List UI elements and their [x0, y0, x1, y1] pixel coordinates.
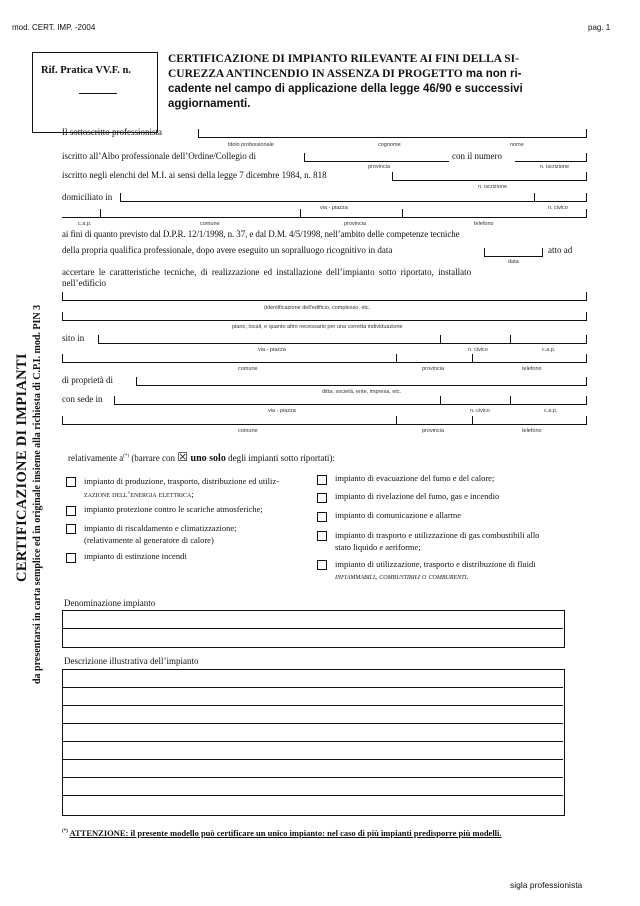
- reference-label: Rif. Pratica VV.F. n.: [41, 65, 131, 76]
- descrizione-row-line: [62, 687, 563, 688]
- label-con-numero: con il numero: [452, 151, 502, 161]
- caption-provincia-3: provincia: [422, 366, 445, 372]
- caption-telefono-3: telefono: [522, 428, 542, 434]
- caption-cap-3: c.a.p.: [544, 408, 558, 414]
- descrizione-row-line: [62, 705, 563, 706]
- checkbox-impianto-elettrico[interactable]: [66, 477, 76, 487]
- field-domicilio[interactable]: [120, 201, 586, 202]
- field-edificio-2[interactable]: [62, 320, 586, 321]
- sigla-professionista: sigla professionista: [510, 880, 583, 890]
- field-ordine[interactable]: [304, 161, 449, 162]
- option-estinzione-incendi: impianto di estinzione incendi: [84, 551, 187, 561]
- title-line2: CUREZZA ANTINCENDIO IN ASSENZA DI PROGETTO ma non ri-: [168, 68, 522, 80]
- caption-data: data: [508, 259, 519, 265]
- caption-provincia: provincia: [368, 164, 391, 170]
- field-sede[interactable]: [114, 404, 586, 405]
- field-edificio[interactable]: [62, 300, 586, 301]
- label-atto-ad: atto ad: [548, 245, 573, 255]
- field-professionista[interactable]: [198, 137, 586, 138]
- caption-comune-3: comune: [238, 428, 258, 434]
- paragraph-4: nell’edificio: [62, 278, 106, 288]
- document-title: [168, 52, 588, 112]
- checkbox-estinzione-incendi[interactable]: [66, 553, 76, 563]
- field-sito-2[interactable]: [62, 362, 586, 363]
- descrizione-row-line: [62, 777, 563, 778]
- paragraph-3: accertare le caratteristiche tecniche, di realizzazione ed installazione dell’impianto sotto riportato, installato: [62, 267, 472, 277]
- page-number: pag. 1: [588, 23, 611, 32]
- caption-civico-3: n. civico: [470, 408, 490, 414]
- caption-cognome: cognome: [378, 142, 401, 148]
- descrizione-row-line: [62, 723, 563, 724]
- field-sede-2[interactable]: [62, 424, 586, 425]
- title-line4: aggiornamenti.: [168, 98, 251, 110]
- field-sito[interactable]: [98, 343, 586, 344]
- caption-provincia-2: provincia: [344, 221, 367, 227]
- label-con-sede: con sede in: [62, 394, 103, 404]
- checkbox-gas-combustibili[interactable]: [317, 531, 327, 541]
- label-sottoscritto: Il sottoscritto professionista: [62, 127, 162, 137]
- caption-nome: nome: [510, 142, 524, 148]
- relativamente-line: relativamente a(*) (barrare con ☒ uno solo degli impianti sotto riportati):: [68, 450, 335, 464]
- option-evacuazione-fumo: impianto di evacuazione del fumo e del calore;: [335, 473, 495, 483]
- paragraph-2: della propria qualifica professionale, dopo avere eseguito un sopralluogo ricognitivo in data: [62, 245, 393, 255]
- footer-note: (*) ATTENZIONE: il presente modello può certificare un unico impianto: nel caso di più impianti predisporre più modelli.: [62, 828, 502, 838]
- caption-piano: piano, locali, e quanto altro necessario per una corretta individuazione: [232, 324, 403, 330]
- label-iscritto-albo: iscritto all’Albo professionale dell’Ordine/Collegio di: [62, 151, 256, 161]
- label-denominazione: Denominazione impianto: [64, 598, 156, 608]
- option-rivelazione-fumo: impianto di rivelazione del fumo, gas e incendio: [335, 491, 500, 501]
- caption-telefono: telefono: [474, 221, 494, 227]
- field-domicilio-2[interactable]: [62, 217, 586, 218]
- checkbox-scariche-atmosferiche[interactable]: [66, 506, 76, 516]
- caption-telefono-2: telefono: [522, 366, 542, 372]
- field-numero-iscrizione[interactable]: [515, 161, 586, 162]
- caption-provincia-4: provincia: [422, 428, 445, 434]
- form-code: mod. CERT. IMP. -2004: [12, 23, 96, 32]
- caption-via: via - piazza: [320, 205, 348, 211]
- caption-identificazione: (identificazione dell'edificio, complesso, etc.: [264, 305, 371, 311]
- descrizione-box[interactable]: [62, 669, 565, 816]
- reference-number-field[interactable]: [79, 83, 117, 94]
- option-riscaldamento: impianto di riscaldamento e climatizzazione; (relativamente al generatore di calore): [84, 523, 237, 545]
- option-scariche-atmosferiche: impianto protezione contro le scariche atmosferiche;: [84, 504, 263, 514]
- caption-via-3: via - piazza: [268, 408, 296, 414]
- caption-cap: c.a.p.: [78, 221, 92, 227]
- checkbox-rivelazione-fumo[interactable]: [317, 493, 327, 503]
- checkbox-fluidi-infiammabili[interactable]: [317, 560, 327, 570]
- checkbox-comunicazione-allarme[interactable]: [317, 512, 327, 522]
- field-data-sopralluogo[interactable]: [484, 256, 542, 257]
- denominazione-box[interactable]: [62, 610, 565, 648]
- label-iscritto-elenchi: iscritto negli elenchi del M.I. ai sensi della legge 7 dicembre 1984, n. 818: [62, 170, 327, 180]
- option-gas-combustibili: impianto di trasporto e utilizzazione di gas combustibili allo stato liquido e aeriforme;: [335, 530, 540, 552]
- descrizione-row-line: [62, 759, 563, 760]
- descrizione-row-line: [62, 741, 563, 742]
- caption-civico-2: n. civico: [468, 347, 488, 353]
- label-domiciliato: domiciliato in: [62, 192, 113, 202]
- side-title: CERTIFICAZIONE DI IMPIANTI: [14, 353, 30, 582]
- caption-titolo: titolo professionale: [228, 142, 274, 148]
- caption-ditta: ditta, società, ente, impresa, etc.: [322, 389, 402, 395]
- caption-via-2: via - piazza: [258, 347, 286, 353]
- label-sito-in: sito in: [62, 333, 85, 343]
- field-elenchi[interactable]: [392, 180, 586, 181]
- field-proprieta[interactable]: [136, 385, 586, 386]
- denominazione-row-line: [62, 628, 563, 629]
- paragraph-1: ai fini di quanto previsto dal D.P.R. 12/1/1998, n. 37, e dal D.M. 4/5/1998, nell’ambito delle competenze tecniche: [62, 229, 460, 239]
- option-comunicazione-allarme: impianto di comunicazione e allarme: [335, 510, 462, 520]
- caption-comune: comune: [200, 221, 220, 227]
- descrizione-row-line: [62, 795, 563, 796]
- option-fluidi-infiammabili: impianto di utilizzazione, trasporto e distribuzione di fluidi infiammabili, combustibili o comburenti.: [335, 559, 536, 581]
- caption-comune-2: comune: [238, 366, 258, 372]
- caption-iscrizione: n. iscrizione: [540, 164, 570, 170]
- checkbox-evacuazione-fumo[interactable]: [317, 475, 327, 485]
- label-descrizione: Descrizione illustrativa dell’impianto: [64, 656, 199, 666]
- reference-box: [32, 52, 158, 133]
- label-di-proprieta: di proprietà di: [62, 375, 113, 385]
- option-impianto-elettrico: impianto di produzione, trasporto, distribuzione ed utiliz- zazione dell’energia elettrica;: [84, 476, 279, 499]
- caption-iscrizione-2: n. iscrizione: [478, 184, 508, 190]
- caption-cap-2: c.a.p.: [542, 347, 556, 353]
- checkbox-riscaldamento[interactable]: [66, 524, 76, 534]
- caption-civico: n. civico: [548, 205, 568, 211]
- title-line3: cadente nel campo di applicazione della legge 46/90 e successivi: [168, 83, 523, 95]
- title-line1: CERTIFICAZIONE DI IMPIANTO RILEVANTE AI FINI DELLA SI-: [168, 53, 519, 65]
- side-subtitle: da presentarsi in carta semplice ed in originale insieme alla richiesta di C.P.I. mod. PIN 3: [32, 304, 43, 684]
